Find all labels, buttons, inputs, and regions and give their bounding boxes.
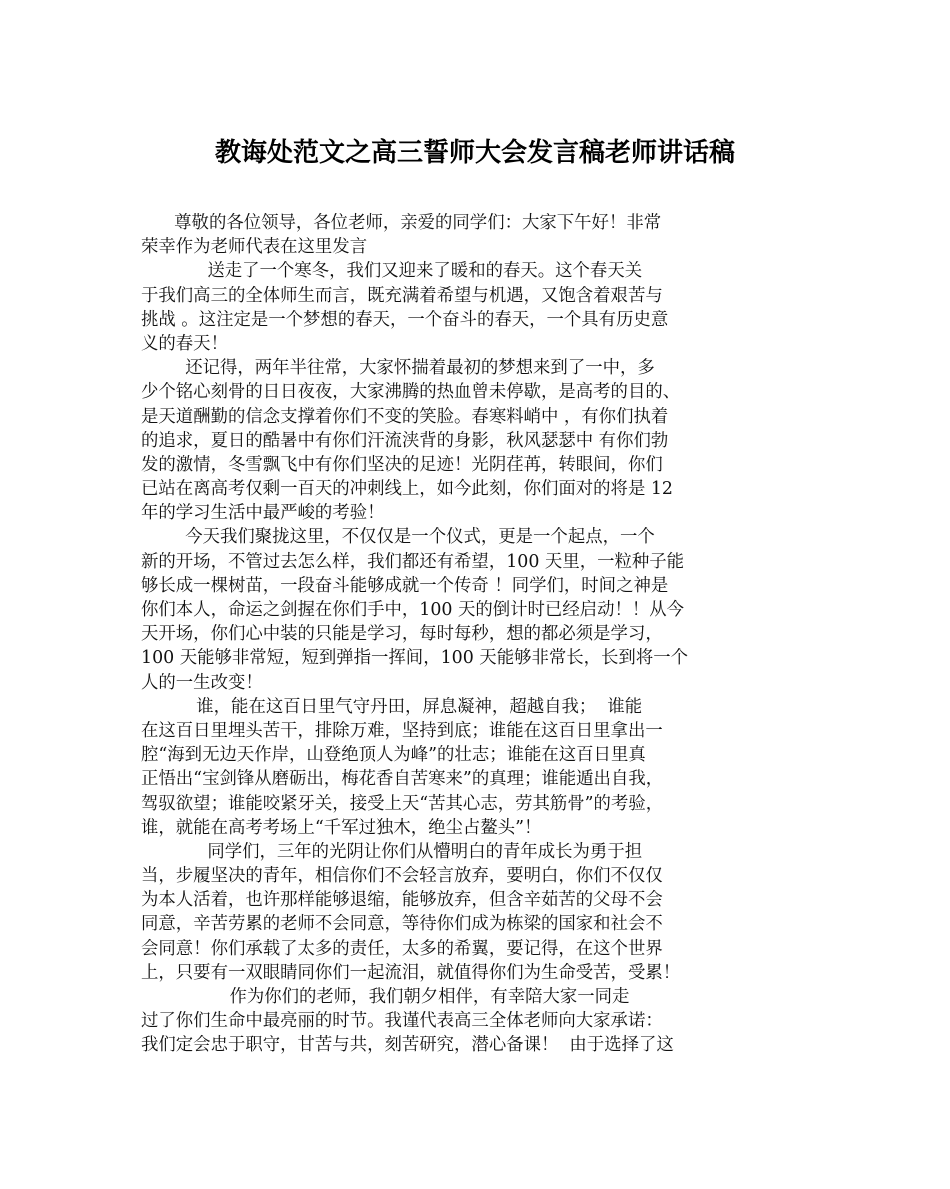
body-line: 在这百日里埋头苦干，排除万难，坚持到底；谁能在这百日里拿出一 (141, 720, 663, 741)
body-line: 送走了一个寒冬，我们又迎来了暖和的春天。这个春天关 (141, 261, 643, 282)
body-line: 少个铭心刻骨的日日夜夜，大家沸腾的热血曾未停歇，是高考的目的、 (141, 382, 681, 403)
body-line: 驾驭欲望；谁能咬紧牙关，接受上天“苦其心志，劳其筋骨”的考验， (141, 793, 664, 814)
body-line: 够长成一棵树苗，一段奋斗能够成就一个传奇 ！同学们，时间之神是 (141, 575, 669, 596)
body-line: 会同意！你们承载了太多的责任，太多的希翼，要记得，在这个世界 (141, 938, 663, 959)
body-line: 尊敬的各位领导，各位老师，亲爱的同学们：大家下午好！非常 (141, 213, 662, 233)
body-line: 你们本人，命运之剑握在你们手中，100 天的倒计时已经启动！！从今 (141, 600, 685, 620)
body-line: 腔“海到无边天作岸，山登绝顶人为峰”的壮志；谁能在这百日里真 (141, 745, 646, 766)
body-line: 作为你们的老师，我们朝夕相伴，有幸陪大家一同走 (141, 987, 630, 1007)
body-line: 人的一生改变！ (141, 672, 263, 693)
body-line: 为本人活着，也许那样能够退缩，能够放弃，但含辛茹苦的父母不会 (141, 890, 663, 911)
body-line: 荣幸作为老师代表在这里发言 (141, 237, 368, 258)
body-line: 同意，辛苦劳累的老师不会同意，等待你们成为栋梁的国家和社会不 (141, 914, 663, 935)
document-title: 教诲处范文之高三誓师大会发言稿老师讲话稿 (214, 138, 735, 168)
body-line: 正悟出“宝剑锋从磨砺出，梅花香自苦寒来”的真理；谁能遁出自我， (141, 769, 664, 790)
body-line: 今天我们聚拢这里，不仅仅是一个仪式，更是一个起点，一个 (141, 527, 655, 548)
body-line: 同学们，三年的光阴让你们从懵明白的青年成长为勇于担 (141, 841, 643, 862)
body-line: 谁，能在这百日里气守丹田，屏息凝神，超越自我； 谁能 (141, 696, 643, 717)
body-line: 当，步履坚决的青年，相信你们不会轻言放弃，要明白，你们不仅仅 (141, 866, 663, 887)
body-line: 年的学习生活中最严峻的考验！ (141, 503, 385, 524)
body-line: 已站在离高考仅剩一百天的冲刺线上，如今此刻，你们面对的将是 12 (141, 479, 673, 500)
document-body (141, 211, 821, 1058)
body-line: 谁，就能在高考考场上“千军过独木，绝尘占鳌头”！ (141, 817, 542, 838)
body-line: 的追求，夏日的酷暑中有你们汗流浃背的身影，秋风瑟瑟中 有你们勃 (141, 430, 669, 451)
body-line: 发的激情，冬雪飘飞中有你们坚决的足迹！光阴荏苒，转眼间，你们 (141, 454, 663, 475)
body-line: 挑战 。这注定是一个梦想的春天，一个奋斗的春天，一个具有历史意 (141, 309, 669, 330)
body-line: 过了你们生命中最亮丽的时节。我谨代表高三全体老师向大家承诺： (141, 1011, 663, 1032)
body-line: 义的春天！ (141, 333, 228, 354)
body-line: 我们定会忠于职守，甘苦与共，刻苦研究，潜心备课！ 由于选择了这 (141, 1035, 674, 1056)
body-line: 是天道酬勤的信念支撑着你们不变的笑脸。春寒料峭中 ，有你们执着 (141, 406, 669, 427)
body-line: 上，只要有一双眼睛同你们一起流泪，就值得你们为生命受苦，受累！ (141, 962, 681, 983)
body-line: 于我们高三的全体师生而言，既充满着希望与机遇，又饱含着艰苦与 (141, 285, 663, 306)
body-line: 还记得，两年半往常，大家怀揣着最初的梦想来到了一中，多 (141, 358, 655, 379)
body-line: 100 天能够非常短，短到弹指一挥间，100 天能够非常长，长到将一个 (141, 648, 688, 669)
body-line: 新的开场，不管过去怎么样，我们都还有希望，100 天里，一粒种子能 (141, 551, 685, 572)
body-line: 天开场，你们心中装的只能是学习，每时每秒，想的都必须是学习， (141, 624, 663, 645)
